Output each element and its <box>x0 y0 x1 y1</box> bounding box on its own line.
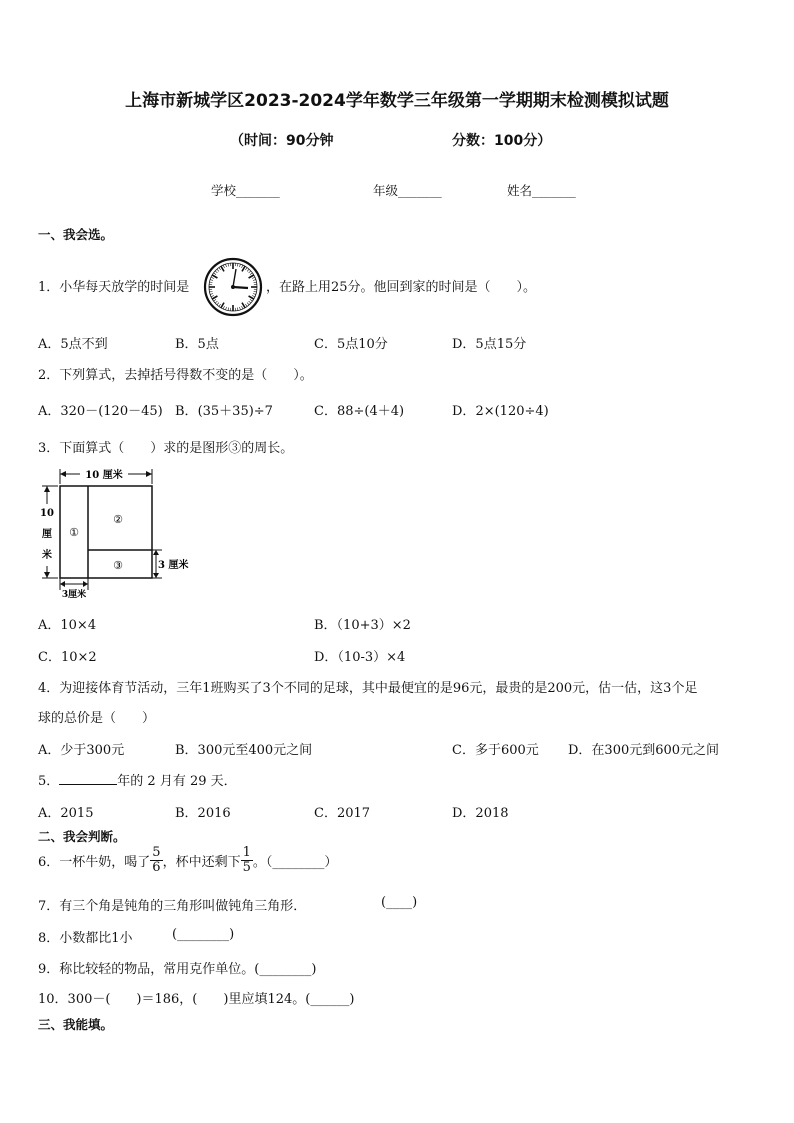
q2-option-d[interactable]: D．2×(120÷4) <box>452 404 549 419</box>
q4-option-c[interactable]: C．多于600元 <box>452 743 539 758</box>
section-heading-judge: 二、我会判断。 <box>38 829 126 844</box>
name-field: 姓名_______ <box>507 183 576 198</box>
q3-option-d[interactable]: D．（10-3）×4 <box>314 650 406 665</box>
question-3-text: 3．下面算式（ ）求的是图形③的周长。 <box>38 441 294 456</box>
question-4-line-2: 球的总价是（ ） <box>38 711 156 726</box>
question-1-text-end: ，在路上用25分。他回到家的时间是（ ）。 <box>266 280 537 295</box>
clock-tick <box>226 307 227 310</box>
clock-tick <box>223 265 224 268</box>
clock-tick <box>226 264 227 267</box>
region-3-label: ③ <box>113 559 123 572</box>
clock-tick <box>210 291 213 292</box>
clock-tick <box>249 301 251 303</box>
label-left-unit-2: 米 <box>42 550 52 561</box>
q5-answer-blank[interactable] <box>59 772 117 785</box>
q4-option-d[interactable]: D．在300元到600元之间 <box>568 743 720 758</box>
clock-tick <box>250 299 252 301</box>
clock-tick <box>239 307 240 310</box>
question-10-text: 10．300－( )＝186，( )里应填124。(______) <box>38 992 355 1007</box>
label-left-unit-1: 厘 <box>42 529 52 540</box>
total-score: 分数：100分） <box>452 133 552 149</box>
region-1-label: ① <box>69 526 79 539</box>
q3-option-b[interactable]: B．（10+3）×2 <box>314 618 411 633</box>
question-4-line-1: 4．为迎接体育节活动，三年1班购买了3个不同的足球，其中最便宜的是96元，最贵的是200元，估一估，这3个足 <box>38 681 698 696</box>
clock-tick <box>215 301 217 303</box>
label-left-10: 10 <box>40 508 54 519</box>
question-2-text: 2．下列算式，去掉括号得数不变的是（ ）。 <box>38 368 313 383</box>
clock-tick <box>210 282 213 283</box>
school-field: 学校_______ <box>211 183 280 198</box>
clock-icon <box>203 257 263 321</box>
clock-tick <box>237 264 238 267</box>
q8-answer-blank[interactable]: (________) <box>172 927 235 942</box>
question-1-text: 1．小华每天放学的时间是 <box>38 280 190 295</box>
clock-tick <box>217 269 219 271</box>
fraction-one-fifth: $\frac{1}{5}$ <box>242 845 251 875</box>
label-top-10cm: 10 厘米 <box>85 470 123 481</box>
clock-tick <box>242 265 243 268</box>
q1-option-d[interactable]: D．5点15分 <box>452 337 527 352</box>
clock-tick <box>252 296 255 297</box>
clock-tick <box>247 303 249 305</box>
clock-tick <box>228 264 229 267</box>
clock-tick <box>242 306 243 309</box>
q5-option-d[interactable]: D．2018 <box>452 806 509 821</box>
clock-tick <box>250 273 252 275</box>
clock-tick <box>219 268 221 270</box>
clock-tick <box>223 306 224 309</box>
q1-option-a[interactable]: A．5点不到 <box>38 337 108 352</box>
clock-tick <box>254 282 257 283</box>
clock-tick <box>247 269 249 271</box>
clock-tick <box>252 277 255 278</box>
clock-tick <box>245 268 247 270</box>
region-2-label: ② <box>113 513 123 526</box>
clock-tick <box>242 303 245 308</box>
clock-tick <box>219 304 221 306</box>
question-5-text: 5． 年的 2 月有 29 天． <box>38 774 237 789</box>
section-heading-choose: 一、我会选。 <box>38 227 114 242</box>
q2-option-a[interactable]: A．320－(120－45) <box>38 404 163 419</box>
clock-tick <box>211 296 214 297</box>
q2-option-c[interactable]: C．88÷(4＋4) <box>314 404 405 419</box>
clock-tick <box>239 264 240 267</box>
clock-tick <box>217 303 219 305</box>
q4-option-a[interactable]: A．少于300元 <box>38 743 125 758</box>
time-limit: （时间：90分钟 <box>230 133 334 149</box>
q1-option-b[interactable]: B．5点 <box>175 337 219 352</box>
clock-tick <box>212 275 217 278</box>
clock-tick <box>253 280 256 281</box>
question-8-text: 8．小数都比1小 <box>38 931 133 946</box>
question-7-text: 7．有三个角是钝角的三角形叫做钝角三角形． <box>38 899 307 914</box>
clock-tick <box>249 271 251 273</box>
q4-option-b[interactable]: B．300元至400元之间 <box>175 743 313 758</box>
clock-tick <box>210 280 213 281</box>
page-title: 上海市新城学区2023-2024学年数学三年级第一学期期末检测模拟试题 <box>125 91 669 111</box>
clock-tick <box>253 293 256 294</box>
clock-tick <box>212 296 217 299</box>
clock-tick <box>214 273 216 275</box>
clock-tick <box>210 293 213 294</box>
q7-answer-blank[interactable]: (____) <box>381 895 418 910</box>
clock-tick <box>215 271 217 273</box>
clock-tick <box>221 303 224 308</box>
question-6-text: 6．一杯牛奶，喝了 $\frac{5}{6}$ ，杯中还剩下 $\frac{1}{5}$ 。（________） <box>38 845 338 875</box>
label-right-3cm: 3 厘米 <box>158 560 189 571</box>
q3-option-a[interactable]: A．10×4 <box>38 618 97 633</box>
label-bottom-3cm: 3厘米 <box>61 590 87 600</box>
rectangle-figure <box>38 466 198 604</box>
clock-tick <box>242 266 245 271</box>
clock-tick <box>245 304 247 306</box>
clock-tick <box>237 308 238 311</box>
clock-tick <box>211 277 214 278</box>
clock-tick <box>249 275 254 278</box>
q3-option-c[interactable]: C．10×2 <box>38 650 97 665</box>
clock-tick <box>254 291 257 292</box>
clock-tick <box>214 299 216 301</box>
clock-tick <box>249 296 254 299</box>
q5-option-a[interactable]: A．2015 <box>38 806 94 821</box>
q2-option-b[interactable]: B．(35＋35)÷7 <box>175 404 273 419</box>
fraction-five-sixths: $\frac{5}{6}$ <box>152 845 161 875</box>
q1-option-c[interactable]: C．5点10分 <box>314 337 388 352</box>
clock-tick <box>228 308 229 311</box>
clock-tick <box>221 266 224 271</box>
question-9-text: 9．称比较轻的物品，常用克作单位。(________) <box>38 962 317 977</box>
q5-option-b[interactable]: B．2016 <box>175 806 231 821</box>
grade-field: 年级_______ <box>373 183 442 198</box>
q5-option-c[interactable]: C．2017 <box>314 806 371 821</box>
section-heading-fill: 三、我能填。 <box>38 1017 114 1032</box>
